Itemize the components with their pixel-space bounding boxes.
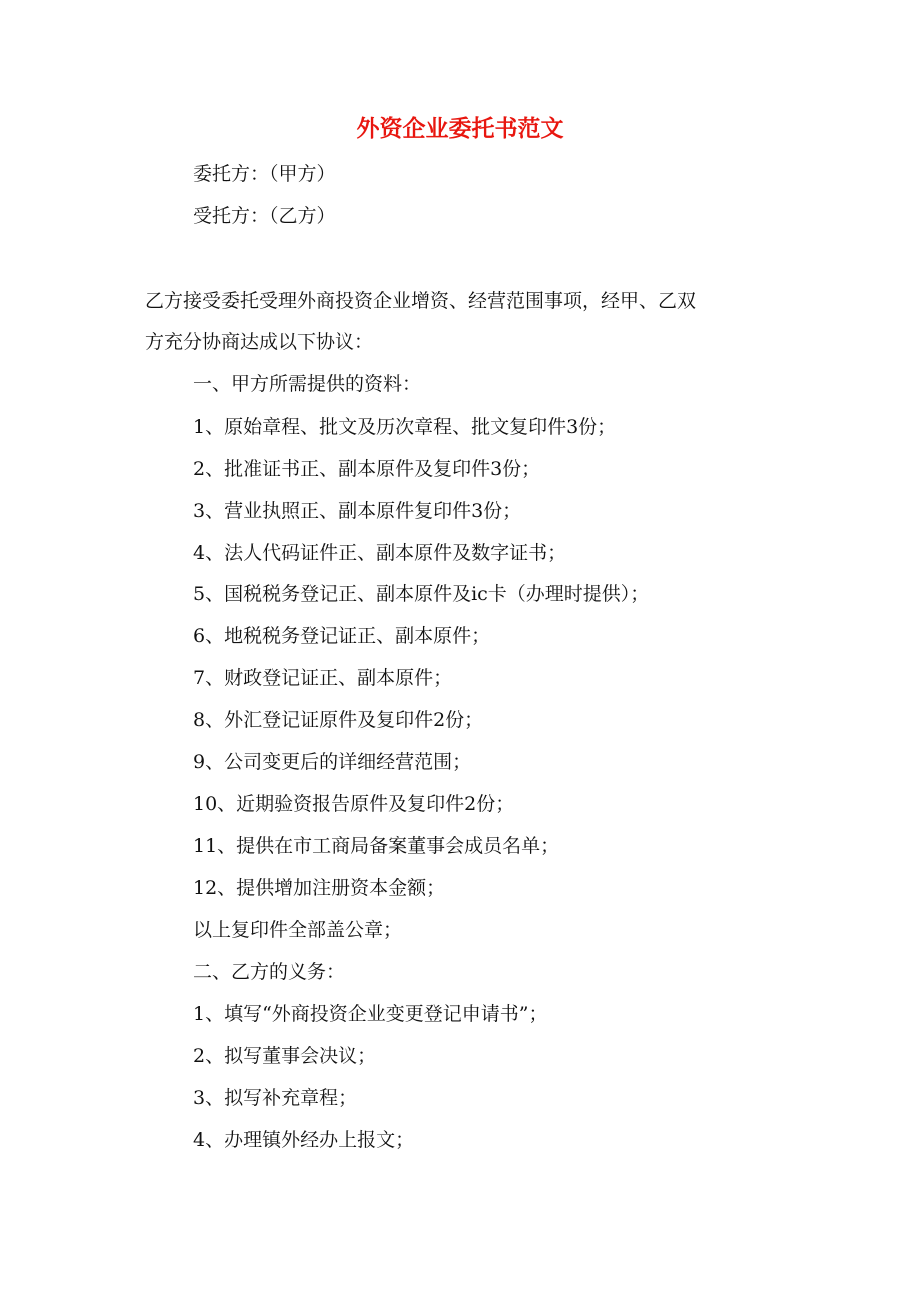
- section1-note: 以上复印件全部盖公章；: [193, 919, 403, 941]
- section2-heading: 二、乙方的义务：: [193, 961, 346, 983]
- section1-item: 4、法人代码证件正、副本原件及数字证书；: [193, 542, 567, 564]
- intro-line-2: 方充分协商达成以下协议：: [145, 331, 374, 353]
- client-party-line: 委托方：（甲方）: [193, 163, 336, 185]
- section1-item: 5、国税税务登记正、副本原件及ic卡（办理时提供）；: [193, 583, 650, 605]
- agent-party-line: 受托方：（乙方）: [193, 205, 336, 227]
- section1-item: 2、批准证书正、副本原件及复印件3份；: [193, 458, 541, 480]
- section1-item: 3、营业执照正、副本原件复印件3份；: [193, 500, 522, 522]
- section1-item: 9、公司变更后的详细经营范围；: [193, 751, 472, 773]
- intro-line-1: 乙方接受委托受理外商投资企业增资、经营范围事项，经甲、乙双: [145, 290, 697, 312]
- section1-item: 1、原始章程、批文及历次章程、批文复印件3份；: [193, 416, 617, 438]
- section1-item: 7、财政登记证正、副本原件；: [193, 667, 453, 689]
- section1-item: 10、近期验资报告原件及复印件2份；: [193, 793, 515, 815]
- section2-item: 1、填写“外商投资企业变更登记申请书”；: [193, 1003, 548, 1025]
- section1-heading: 一、甲方所需提供的资料：: [193, 373, 422, 395]
- section2-item: 4、办理镇外经办上报文；: [193, 1129, 415, 1151]
- section2-item: 3、拟写补充章程；: [193, 1087, 358, 1109]
- section2-item: 2、拟写董事会决议；: [193, 1045, 377, 1067]
- section1-item: 6、地税税务登记证正、副本原件；: [193, 625, 491, 647]
- section1-item: 8、外汇登记证原件及复印件2份；: [193, 709, 484, 731]
- section1-item: 12、提供增加注册资本金额；: [193, 877, 446, 899]
- document-title: 外资企业委托书范文: [356, 115, 564, 142]
- section1-item: 11、提供在市工商局备案董事会成员名单；: [193, 835, 560, 857]
